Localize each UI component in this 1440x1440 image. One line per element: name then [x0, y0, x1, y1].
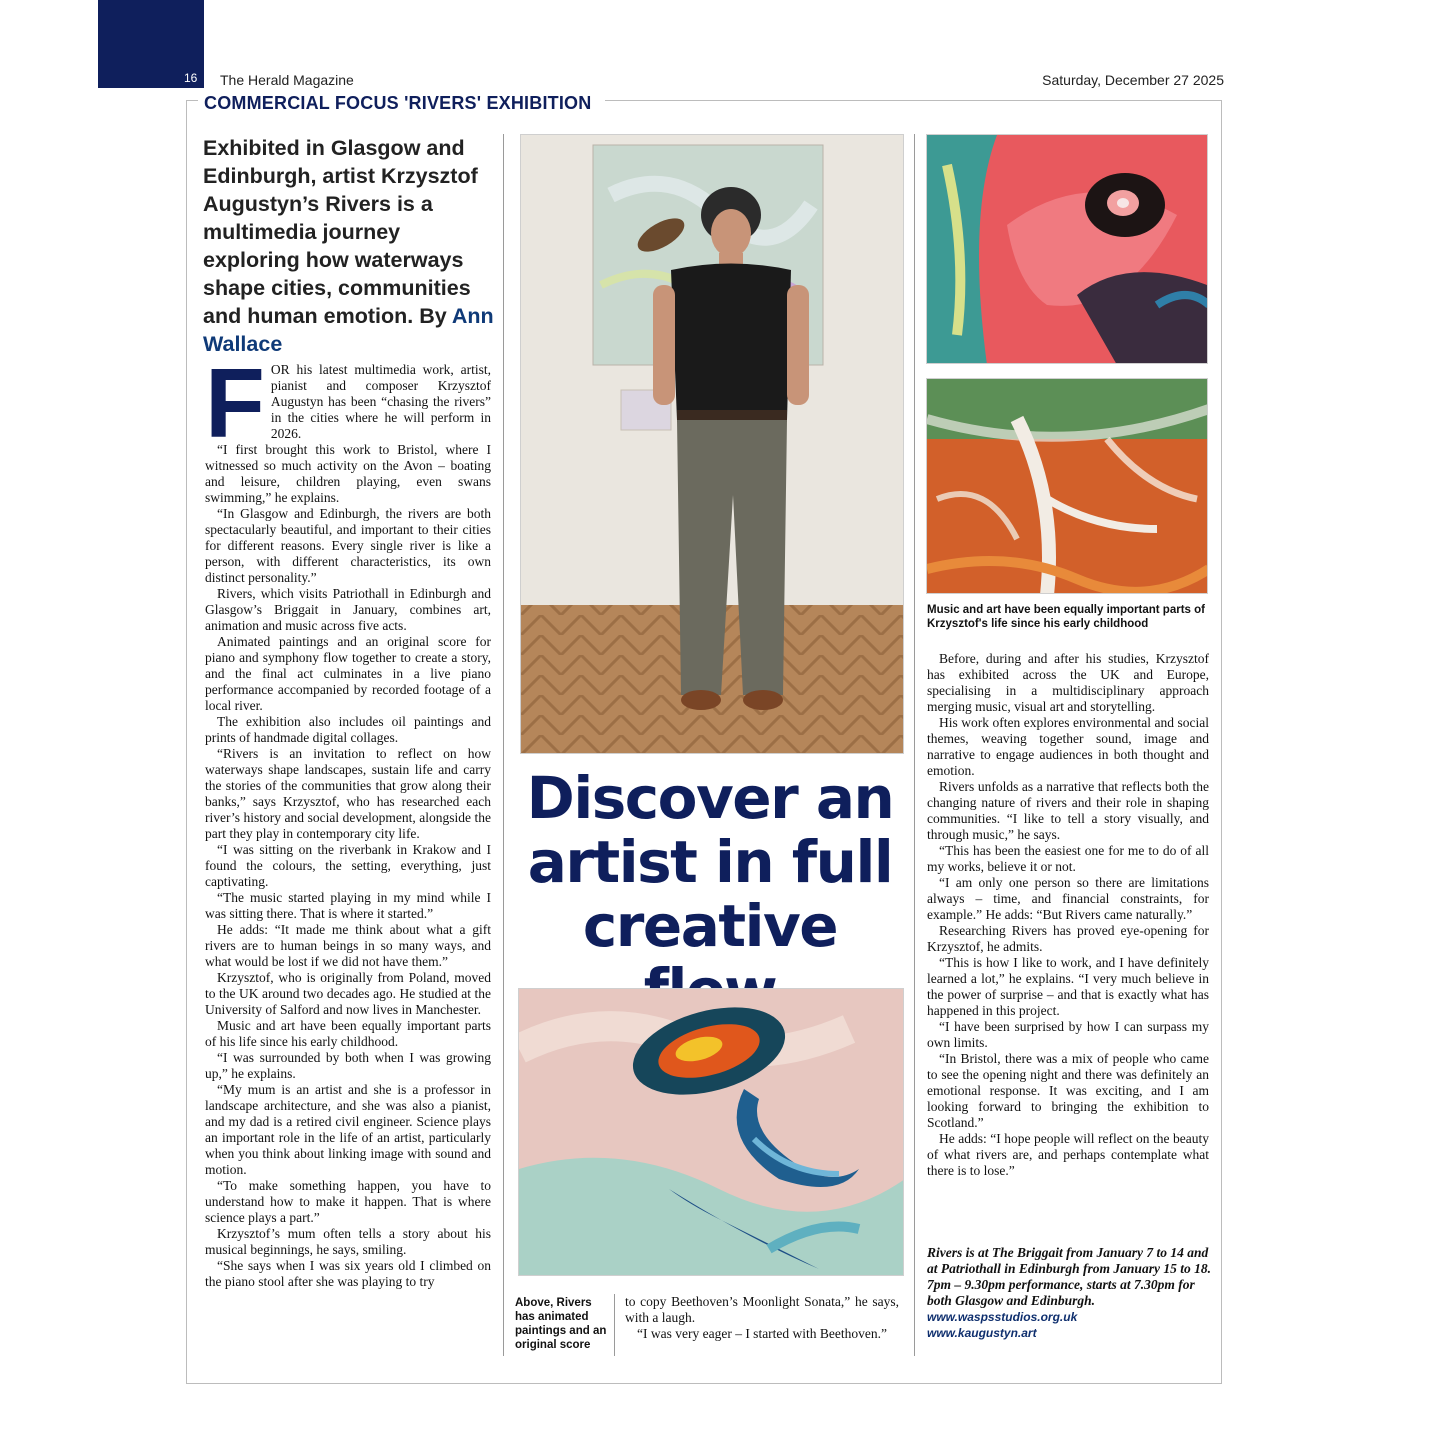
headline-line-2: artist in full: [527, 828, 893, 896]
paragraph: “The music started playing in my mind while I was sitting there. That is where it started.”: [205, 890, 491, 921]
paragraph: “I am only one person so there are limitations always – time, and financial constraints, for example.” He adds: “But Rivers came naturally.”: [927, 875, 1209, 922]
drop-cap: F: [205, 348, 265, 458]
headline-line-1: Discover an: [526, 764, 894, 832]
paragraph: “I was surrounded by both when I was growing up,” he explains.: [205, 1050, 491, 1081]
standfirst-text: Exhibited in Glasgow and Edinburgh, artist Krzysztof Augustyn’s Rivers is a multimedia journey exploring how waterways shape cities, communities and human emotion. By: [203, 136, 478, 328]
paragraph: Researching Rivers has proved eye-opening for Krzysztof, he admits.: [927, 923, 1209, 954]
caption-divider: [614, 1294, 615, 1356]
paragraph: Animated paintings and an original score for piano and symphony flow together to create a story, and the final act culminates in a live piano performance accompanied by recorded footage of a local river.: [205, 634, 491, 713]
event-details: Rivers is at The Briggait from January 7 to 14 and at Patriothall in Edinburgh from January 15 to 18. 7pm – 9.30pm performance, starts at 7.30pm for both Glasgow and Edinburgh.: [927, 1245, 1211, 1308]
paragraph: “I have been surprised by how I can surpass my own limits.: [927, 1019, 1209, 1050]
paragraph: “My mum is an artist and she is a professor in landscape architecture, and she was also a pianist, and my dad is a retired civil engineer. Science plays an important role in the life of an artist, particularly when you think about linking image with sound and motion.: [205, 1082, 491, 1177]
paragraph: Krzysztof, who is originally from Poland, moved to the UK around two decades ago. He studied at the University of Salford and now lives in Manchester.: [205, 970, 491, 1017]
paragraph: “To make something happen, you have to understand how to make it happen. That is where science plays a part.”: [205, 1178, 491, 1225]
page-number: 16: [184, 71, 198, 85]
artist-photo: [520, 134, 904, 754]
paragraph: Rivers, which visits Patriothall in Edinburgh and Glasgow’s Briggait in January, combines art, animation and music across five acts.: [205, 586, 491, 633]
paragraph: He adds: “I hope people will reflect on the beauty of what rivers are, and perhaps contemplate what there is to lose.”: [927, 1131, 1209, 1178]
publication-date: Saturday, December 27 2025: [1042, 72, 1224, 88]
paragraph: He adds: “It made me think about what a gift rivers are to human beings in so many ways, and what would be lost if we did not have them.”: [205, 922, 491, 969]
paragraph: “I was very eager – I started with Beethoven.”: [637, 1326, 888, 1341]
section-title: COMMERCIAL FOCUS 'RIVERS' EXHIBITION: [198, 93, 605, 114]
paragraph: The exhibition also includes oil paintings and prints of handmade digital collages.: [205, 714, 491, 745]
paragraph: Rivers unfolds as a narrative that reflects both the changing nature of rivers and their role in shaping communities. “I like to tell a story visually, and through music,” he says.: [927, 779, 1209, 842]
paragraph: “I first brought this work to Bristol, where I witnessed so much activity on the Avon – boating and leisure, children playing, even swans swimming,” he explains.: [205, 442, 491, 505]
paragraph: Music and art have been equally important parts of his life since his early childhood.: [205, 1018, 491, 1049]
painting-red-abstract: [926, 134, 1208, 364]
headline-line-3: creative: [582, 892, 838, 960]
article-column-1: [205, 348, 491, 1290]
article-column-2: [625, 1294, 899, 1342]
paragraph: “I was sitting on the riverbank in Krakow and I found the colours, the setting, everything, just captivating.: [205, 842, 491, 889]
standfirst: [203, 134, 501, 358]
caption-paintings: Music and art have been equally important parts of Krzysztof's life since his early childhood: [927, 604, 1205, 630]
paragraph: “She says when I was six years old I climbed on the piano stool after she was playing to try: [205, 1258, 491, 1289]
paragraph: Krzysztof’s mum often tells a story about his musical beginnings, he says, smiling.: [205, 1226, 491, 1257]
column-divider: [914, 134, 915, 1356]
byline-author: Ann Wallace: [203, 304, 494, 356]
publication-name: The Herald Magazine: [220, 72, 354, 88]
paragraph: “In Bristol, there was a mix of people who came to see the opening night and there was definitely an emotional response. It was exciting, and I am looking forward to bringing the exhibition to Scotland.”: [927, 1051, 1209, 1130]
headline: [516, 766, 904, 1022]
event-info: [927, 1245, 1217, 1341]
article-column-3: [927, 651, 1209, 1179]
paragraph: “In Glasgow and Edinburgh, the rivers are both spectacularly beautiful, and important to their cities for different reasons. Every single river is like a person, with different characteristics, its own distinct personality.”: [205, 506, 491, 585]
paragraph: His work often explores environmental and social themes, weaving together sound, image and narrative to engage audiences in both thought and emotion.: [927, 715, 1209, 778]
column-divider: [503, 134, 504, 1356]
paragraph: “This is how I like to work, and I have definitely learned a lot,” he explains. “I very much believe in the power of surprise – and that is exactly what has happened in this project.: [927, 955, 1209, 1018]
paragraph: to copy Beethoven’s Moonlight Sonata,” he says, with a laugh.: [625, 1294, 899, 1325]
painting-orange-abstract: [926, 378, 1208, 594]
link-kaugustyn[interactable]: www.kaugustyn.art: [927, 1326, 1037, 1340]
paragraph: “Rivers is an invitation to reflect on how waterways shape landscapes, sustain life and carry the stories of the communities that grow along their banks,” says Krzysztof, who has researched each river’s history and social development, alongside the part they play in contemporary city life.: [205, 746, 491, 841]
caption-painting: Above, Rivers has animated paintings and an original score: [515, 1297, 607, 1351]
painting-swirls: [518, 988, 904, 1276]
paragraph: OR his latest multimedia work, artist, pianist and composer Krzysztof Augustyn has been “chasing the rivers” in the cities where he will perform in 2026.: [270, 362, 491, 441]
paragraph: Before, during and after his studies, Krzysztof has exhibited across the UK and Europe, specialising in a multidisciplinary approach merging music, visual art and storytelling.: [927, 651, 1209, 714]
link-wasps-studios[interactable]: www.waspsstudios.org.uk: [927, 1310, 1078, 1324]
paragraph: “This has been the easiest one for me to do of all my works, believe it or not.: [927, 843, 1209, 874]
